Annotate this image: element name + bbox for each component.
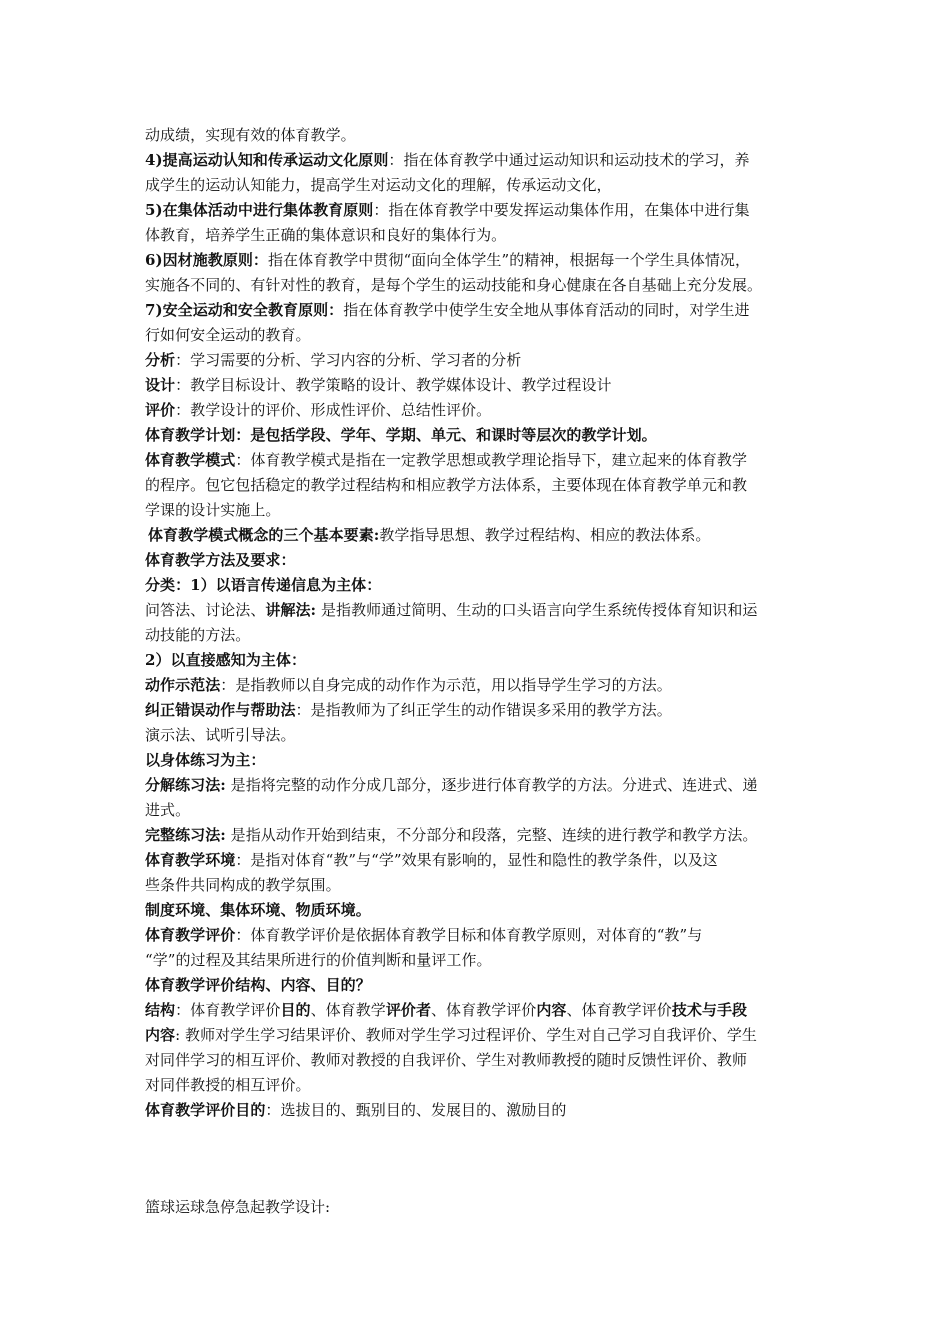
text-line [145,473,817,498]
text-run: 、体育教学评价 [566,1001,672,1019]
text-run: 实施各不同的、有针对性的教育，是每个学生的运动技能和身心健康在各自基础上充分发展。 [145,276,763,294]
text-line [145,748,817,773]
text-run: ：学习需要的分析、学习内容的分析、学习者的分析 [175,351,522,369]
text-line [145,1023,817,1048]
text-run: 动技能的方法。 [145,626,251,644]
text-line [145,548,817,573]
text-line [145,223,817,248]
text-run: 演示法、试听引导法。 [145,726,296,744]
text-line [145,773,817,798]
bold-term: 完整练习法: [145,826,226,844]
bold-term: 分析 [145,351,176,369]
bold-term: 6)因材施教原则： [145,251,268,269]
text-line [145,273,817,298]
text-line [145,998,817,1023]
text-run: ：体育教学评价 [175,1001,281,1019]
bold-term: 动作示范法 [145,676,221,694]
bold-term: 5)在集体活动中进行集体教育原则 [145,201,374,219]
text-line [145,673,817,698]
text-line [145,348,817,373]
bold-term: 体育教学模式概念的三个基本要素: [148,526,380,544]
bold-term: 评价 [145,401,176,419]
text-run: ：是指对体育“教”与“学”效果有影响的，显性和隐性的教学条件，以及这 [235,851,718,869]
text-line [145,1073,817,1098]
text-run: 教学指导思想、教学过程结构、相应的教法体系。 [379,526,711,544]
text-line [145,123,817,148]
text-line [145,323,817,348]
text-line [145,923,817,948]
text-line [145,698,817,723]
text-line [145,598,817,623]
text-line [145,573,817,598]
text-run: ：教学目标设计、教学策略的设计、教学媒体设计、教学过程设计 [175,376,612,394]
text-run: 指在体育教学中使学生安全地从事体育活动的同时，对学生进 [343,301,750,319]
text-run: 、体育教学评价 [431,1001,537,1019]
text-run: 些条件共同构成的教学氛围。 [145,876,341,894]
text-line [145,198,817,223]
text-run: 、体育教学 [310,1001,386,1019]
text-line [145,173,817,198]
bold-term: 体育教学模式 [145,451,236,469]
bold-term: 体育教学环境 [145,851,236,869]
text-run: 对同伴学习的相互评价、教师对教授的自我评价、学生对教师教授的随时反馈性评价、教师 [145,1051,748,1069]
text-run: 对同伴教授的相互评价。 [145,1076,311,1094]
text-run: ：体育教学模式是指在一定教学思想或教学理论指导下，建立起来的体育教学 [235,451,748,469]
section-heading-basketball: 篮球运球急停急起教学设计: [145,1198,331,1216]
text-run: 学课的设计实施上。 [145,501,281,519]
body-text [145,123,817,1123]
text-run: 指在体育教学中贯彻“面向全体学生”的精神，根据每一个学生具体情况， [268,251,750,269]
text-run: 的程序。包它包括稳定的教学过程结构和相应教学方法体系，主要体现在体育教学单元和教 [145,476,748,494]
text-line [145,873,817,898]
text-line [145,848,817,873]
text-run: “学”的过程及其结果所进行的价值判断和量评工作。 [145,951,492,969]
bold-term: 评价者 [385,1001,431,1019]
text-run: ：是指教师为了纠正学生的动作错误多采用的教学方法。 [295,701,672,719]
bold-term: 2）以直接感知为主体： [145,651,306,669]
bold-term: 4)提高运动认知和传承运动文化原则 [145,151,389,169]
bold-term: 设计 [145,376,176,394]
bold-term: 体育教学评价目的 [145,1101,266,1119]
bold-term: 内容 [145,1026,176,1044]
text-line [145,898,817,923]
text-run: 是指将完整的动作分成几部分，逐步进行体育教学的方法。分进式、连进式、递 [225,776,758,794]
text-line [145,448,817,473]
text-line [145,148,817,173]
bold-term: 内容 [536,1001,567,1019]
text-line [145,1048,817,1073]
bold-term: 体育教学计划：是包括学段、学年、学期、单元、和课时等层次的教学计划。 [145,426,657,444]
bold-term: 7)安全运动和安全教育原则： [145,301,344,319]
bold-term: 制度环境、集体环境、物质环境。 [145,901,371,919]
text-line [145,948,817,973]
bold-term: 分解练习法: [145,776,226,794]
text-line [145,423,817,448]
text-line [145,798,817,823]
bold-term: 技术与手段 [671,1001,748,1019]
text-line [145,373,817,398]
text-run: 动成绩，实现有效的体育教学。 [145,126,356,144]
text-line [145,1098,817,1123]
text-run: ：体育教学评价是依据体育教学目标和体育教学原则，对体育的“教”与 [235,926,703,944]
text-line [145,298,817,323]
text-run: 是指从动作开始到结束，不分部分和段落，完整、连续的进行教学和教学方法。 [225,826,758,844]
text-run: 体教育，培养学生正确的集体意识和良好的集体行为。 [145,226,507,244]
bold-term: 体育教学方法及要求： [145,551,296,569]
bold-term: 以身体练习为主： [145,751,266,769]
text-line [145,498,817,523]
bold-term: 纠正错误动作与帮助法 [145,701,296,719]
bold-term: 结构 [145,1001,176,1019]
text-line [145,398,817,423]
text-run: ：指在体育教学中通过运动知识和运动技术的学习，养 [388,151,750,169]
text-run: 是指教师通过简明、生动的口头语言向学生系统传授体育知识和运 [316,601,758,619]
text-line [145,648,817,673]
bold-term: 分类：1）以语言传递信息为主体： [145,576,382,594]
bold-term: 体育教学评价结构、内容、目的？ [145,976,371,994]
text-line [145,823,817,848]
text-run: 行如何安全运动的教育。 [145,326,311,344]
text-line [145,623,817,648]
text-run: 成学生的运动认知能力，提高学生对运动文化的理解，传承运动文化， [145,176,612,194]
text-run: 进式。 [145,801,191,819]
text-line [145,723,817,748]
text-run: : 教师对学生学习结果评价、教师对学生学习过程评价、学生对自己学习自我评价、学生 [175,1026,757,1044]
text-run: 问答法、讨论法、 [145,601,266,619]
text-run: ：教学设计的评价、形成性评价、总结性评价。 [175,401,492,419]
text-run: ：指在体育教学中要发挥运动集体作用，在集体中进行集 [373,201,750,219]
text-line [145,973,817,998]
bold-term: 讲解法: [265,601,317,619]
text-run: ：选拔目的、甄别目的、发展目的、激励目的 [265,1101,567,1119]
text-line [145,248,817,273]
bold-term: 目的 [280,1001,311,1019]
bold-term: 体育教学评价 [145,926,236,944]
text-line [145,523,817,548]
text-run: ：是指教师以自身完成的动作作为示范，用以指导学生学习的方法。 [220,676,672,694]
